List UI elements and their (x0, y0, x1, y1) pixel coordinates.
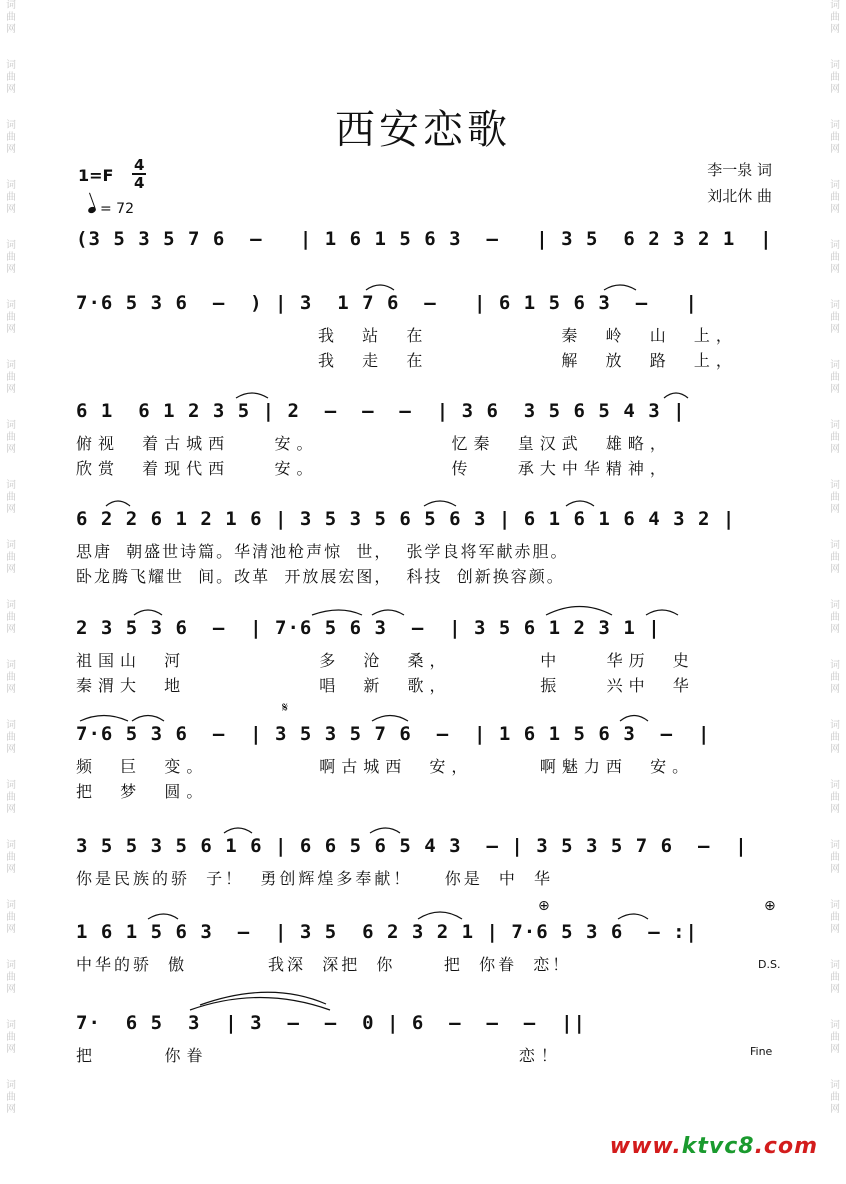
lyric-row-5-verse-2: 秦渭大 地 唱 新 歌， 振 兴中 华 (76, 676, 695, 695)
coda-icon: ⊕ (538, 898, 550, 914)
score-row-6: 7·6 5 3 6 — | 3 5 3 5 7 6 — | 1 6 1 5 6 3 — | (76, 723, 711, 745)
lyric-row-3-verse-2: 欣赏 着现代西 安。 传 承大中华精神， (76, 459, 672, 478)
meter-bottom: 4 (134, 174, 145, 192)
lyric-row-4-verse-1: 思唐 朝盛世诗篇。华清池枪声惊 世， 张学良将军献赤胆。 (76, 542, 569, 561)
watermark-right: 词曲网 词曲网 词曲网 词曲网 词曲网 词曲网 词曲网 词曲网 词曲网 词曲网 词曲网 词曲网 词曲网 词曲网 词曲网 词曲网 词曲网 词曲网 词曲网 (830, 0, 840, 1115)
segno-icon: 𝄋 (282, 700, 289, 716)
quarter-note-icon (87, 206, 97, 214)
song-title: 西安恋歌 (335, 107, 511, 153)
watermark-left: 词曲网 词曲网 词曲网 词曲网 词曲网 词曲网 词曲网 词曲网 词曲网 词曲网 词曲网 词曲网 词曲网 词曲网 词曲网 词曲网 词曲网 词曲网 词曲网 (6, 0, 16, 1115)
score-row-4: 6 2 2 6 1 2 1 6 | 3 5 3 5 6 5 6 3 | 6 1 6 1 6 4 3 2 | (76, 508, 736, 530)
score-row-5: 2 3 5 3 6 — | 7·6 5 6 3 — | 3 5 6 1 2 3 1 | (76, 617, 661, 639)
lyric-row-2-verse-1: 我 站 在 秦 岭 山 上， (318, 326, 738, 345)
lyric-row-8-verse-1: 中华的骄 傲 我深 深把 你 把 你眷 恋！ (76, 955, 572, 974)
score-row-9: 7· 6 5 3 | 3 — — 0 | 6 — — — || (76, 1012, 586, 1034)
key-signature: 1=F (78, 166, 114, 185)
score-row-7: 3 5 5 3 5 6 1 6 | 6 6 5 6 5 4 3 — | 3 5 3 5 7 6 — | (76, 835, 748, 857)
composer-credit: 刘北休 曲 (707, 187, 772, 205)
score-row-8: 1 6 1 5 6 3 — | 3 5 6 2 3 2 1 | 7·6 5 3 6 — :| (76, 921, 698, 943)
lyric-row-7-verse-1: 你是民族的骄 子！ 勇创辉煌多奉献！ 你是 中 华 (76, 869, 554, 888)
fine-mark: Fine (750, 1045, 773, 1058)
lyric-row-2-verse-2: 我 走 在 解 放 路 上， (318, 351, 738, 370)
tempo-mark: = 72 (88, 201, 134, 217)
meter-top: 4 (134, 156, 145, 174)
site-url[interactable]: www.ktvc8.com (609, 1134, 818, 1159)
ds-mark: D.S. (758, 958, 781, 971)
score-row-2: 7·6 5 3 6 — ) | 3 1 7 6 — | 6 1 5 6 3 — | (76, 292, 698, 314)
score-row-1: (3 5 3 5 7 6 — | 1 6 1 5 6 3 — | 3 5 6 2 3 2 1 | (76, 228, 773, 250)
lyric-row-6-verse-1: 频 巨 变。 啊古城西 安， 啊魅力西 安。 (76, 757, 695, 776)
lyric-row-3-verse-1: 俯视 着古城西 安。 忆秦 皇汉武 雄略， (76, 434, 672, 453)
coda-icon-end: ⊕ (764, 898, 776, 914)
lyric-row-9-verse-1: 把 你眷 恋！ (76, 1046, 563, 1065)
lyricist-credit: 李一泉 词 (707, 161, 772, 179)
score-row-3: 6 1 6 1 2 3 5 | 2 — — — | 3 6 3 5 6 5 4 3 | (76, 400, 686, 422)
lyric-row-6-verse-2: 把 梦 圆。 (76, 782, 209, 801)
time-signature (132, 157, 146, 191)
lyric-row-4-verse-2: 卧龙腾飞耀世 间。改革 开放展宏图， 科技 创新换容颜。 (76, 567, 565, 586)
lyric-row-5-verse-1: 祖国山 河 多 沧 桑， 中 华历 史 (76, 651, 695, 670)
